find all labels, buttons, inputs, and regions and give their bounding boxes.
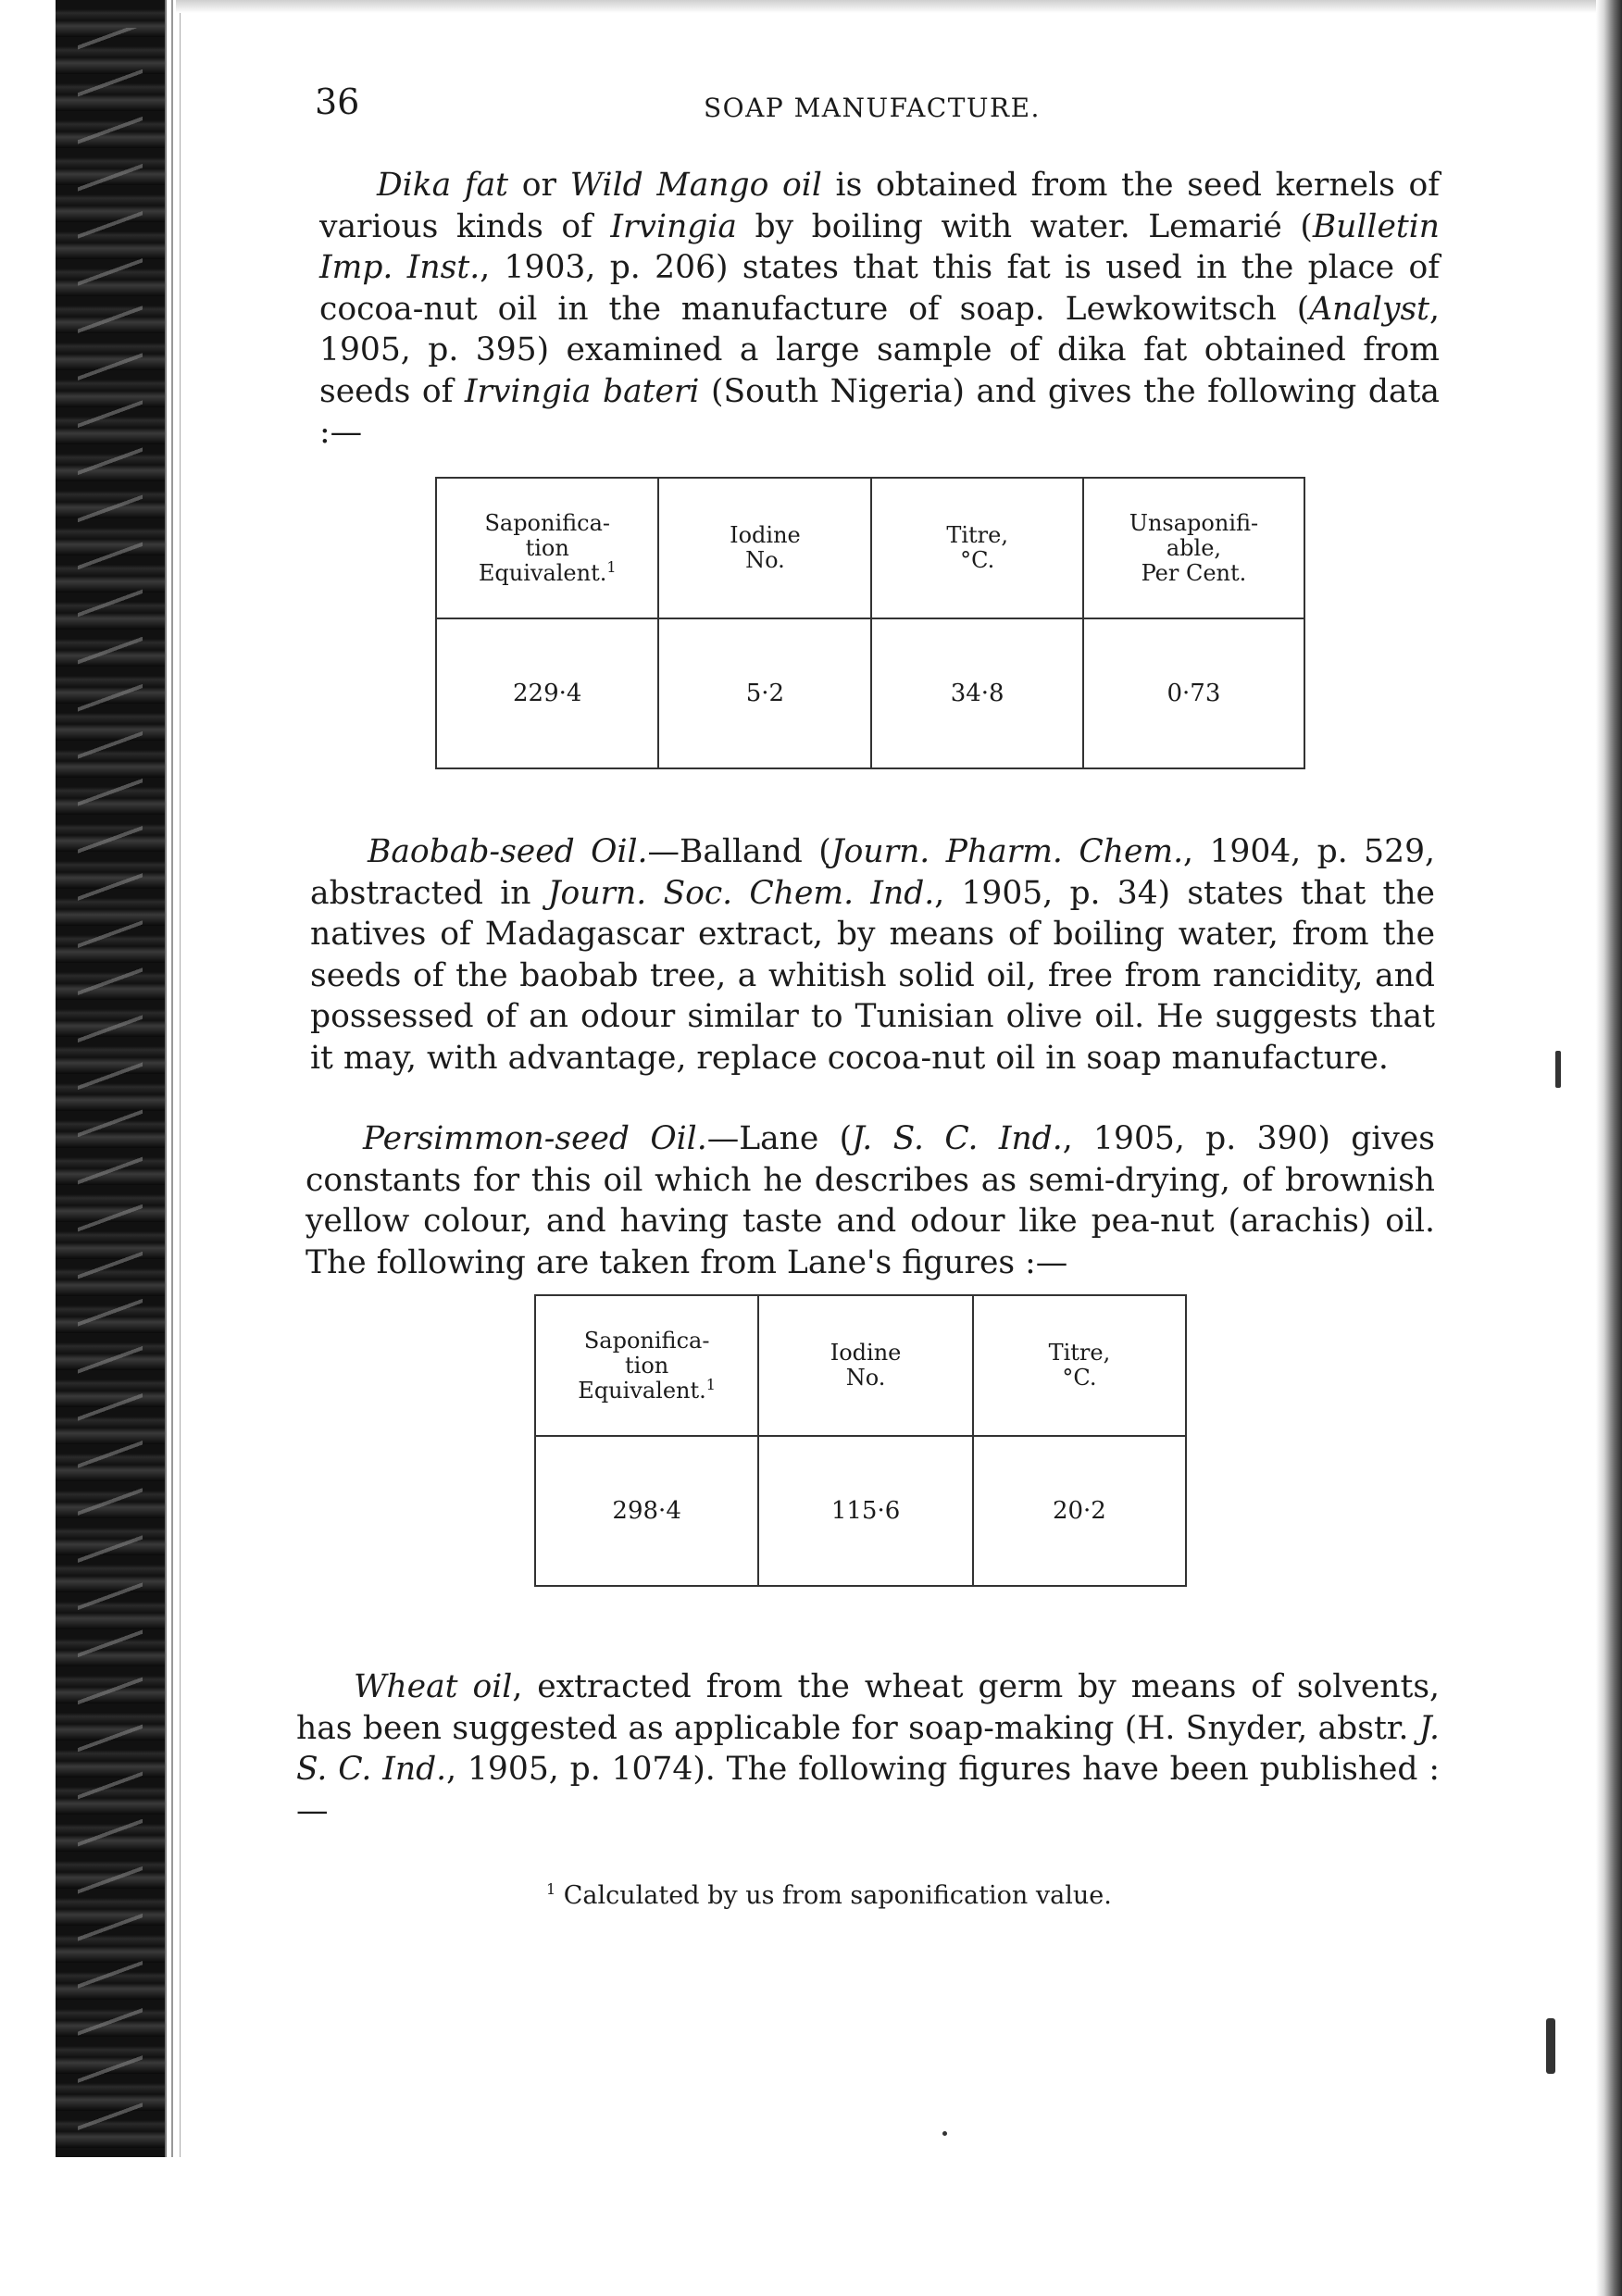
ink-speck	[942, 2131, 947, 2136]
table-header-row	[436, 478, 1304, 618]
table-header-row	[535, 1295, 1186, 1436]
footnote-mark: 1	[546, 1880, 556, 1898]
table-row	[535, 1436, 1186, 1586]
column-header-saponification: Saponifica- tion Equivalent.$^1$	[436, 478, 658, 618]
page-number: 36	[315, 81, 360, 122]
column-header-saponification: Saponifica- tion Equivalent.$^1$	[535, 1295, 758, 1436]
table-cell: 34·8	[871, 618, 1083, 768]
paragraph-baobab-oil: Baobab-seed Oil.—Balland (Journ. Pharm. Chem., 1904, p. 529, abstracted in Journ. Soc. Chem. Ind., 1905, p. 34) states that the natives of Madagascar extract, by means of boiling water, from the seeds of the baobab tree, a whitish solid oil, free from rancidity, and possessed of an odour similar to Tunisian olive oil. He suggests that it may, with advantage, replace cocoa-nut oil in soap manufacture.	[310, 833, 1435, 1077]
table-cell: 0·73	[1083, 618, 1304, 768]
table-cell: 20·2	[973, 1436, 1186, 1586]
column-header-unsaponifiable: Unsaponifi- able, Per Cent.	[1083, 478, 1304, 618]
page-right-edge-shadow	[1596, 0, 1622, 2296]
table-cell: 115·6	[758, 1436, 973, 1586]
table-cell: 229·4	[436, 618, 658, 768]
table-cell: 298·4	[535, 1436, 758, 1586]
column-header-titre: Titre, °C.	[973, 1295, 1186, 1436]
column-header-titre: Titre, °C.	[871, 478, 1083, 618]
footnote	[546, 1881, 1112, 1910]
running-title: SOAP MANUFACTURE.	[704, 93, 1041, 123]
column-header-iodine: Iodine No.	[658, 478, 871, 618]
book-binding-edge	[56, 0, 165, 2157]
page-header	[315, 81, 1444, 128]
footnote-text: Calculated by us from saponification value.	[555, 1881, 1112, 1910]
paragraph-wheat-oil: Wheat oil, extracted from the wheat germ by means of solvents, has been suggested as applicable for soap-making (H. Snyder, abstr. J. S. C. Ind., 1905, p. 1074). The following figures have been published :—	[296, 1668, 1440, 1829]
ink-speck	[1546, 2018, 1555, 2074]
dika-fat-data-table	[435, 477, 1305, 769]
page-top-shadow	[176, 0, 1596, 13]
table-row	[436, 618, 1304, 768]
paragraph-dika-fat: Dika fat or Wild Mango oil is obtained from the seed kernels of various kinds of Irvingia by boiling with water. Lemarié (Bulletin Imp. Inst., 1903, p. 206) states that this fat is used in the place of cocoa-nut oil in the manufacture of soap. Lewkowitsch (Analyst, 1905, p. 395) examined a large sample of dika fat obtained from seeds of Irvingia bateri (South Nigeria) and gives the following data :—	[319, 167, 1440, 451]
paragraph-persimmon-oil: Persimmon-seed Oil.—Lane (J. S. C. Ind., 1905, p. 390) gives constants for this oil which he describes as semi-drying, of brownish yellow colour, and having taste and odour like pea-nut (arachis) oil. The following are taken from Lane's figures :—	[306, 1120, 1435, 1281]
binding-gutter-lines	[165, 0, 181, 2157]
persimmon-oil-data-table	[534, 1294, 1187, 1587]
table-cell: 5·2	[658, 618, 871, 768]
ink-speck	[1555, 1051, 1561, 1088]
column-header-iodine: Iodine No.	[758, 1295, 973, 1436]
